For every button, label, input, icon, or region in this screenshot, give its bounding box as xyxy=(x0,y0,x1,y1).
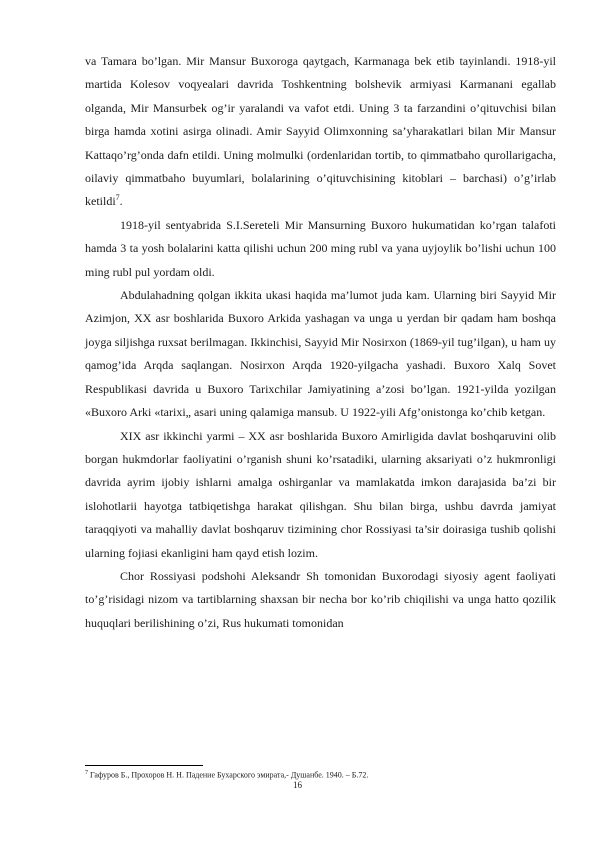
paragraph-5: Chor Rossiyasi podshohi Aleksandr Sh tomonidan Buxorodagi siyosiy agent faoliyati to’g’risidagi nizom va tartiblarning shaxsan bir necha bor ko’rib chiqilishi va unga hatto qozilik huquqlari berilishining o’zi, Rus hukumati tomonidan xyxy=(85,568,556,630)
footnote xyxy=(85,768,556,781)
paragraph-4: XIX asr ikkinchi yarmi – XX asr boshlarida Buxoro Amirligida davlat boshqaruvini olib borgan hukmdorlar faoliyatini o’rganish shuni ko’rsatadiki, ularning aksariyati o’z hukmronligi davrida ayrim ijobiy ishlarni amalga oshirganlar va mamlakatda imkon darajasida ba’zi bir islohotlarii hayotga tatbiqetishga harakat qilishgan. Shu bilan birga, ushbu davrda jamiyat taraqqiyoti va mahalliy davlat boshqaruv tizimining chor Rossiyasi ta’sir doirasiga tushib qolishi ularning fojiasi ekanligini ham qayd etish lozim. xyxy=(85,428,556,560)
footnote-text: Гафуров Б., Прохоров Н. Н. Падение Бухарского эмирата,- Душанбе. 1940. – Б.72. xyxy=(88,770,369,780)
footnote-divider xyxy=(85,765,203,766)
paragraph-3: Abdulahadning qolgan ikkita ukasi haqida ma’lumot juda kam. Ularning biri Sayyid Mir Azimjon, XX asr boshlarida Buxoro Arkida yashagan va unga u yerdan bir qadam ham boshqa joyga siljishga ruxsat berilmagan. Ikkinchisi, Sayyid Mir Nosirxon (1869-yil tug’ilgan), u ham uy qamog’ida Arqda saqlangan. Nosirxon Arqda 1920-yilgacha yashadi. Buxoro Xalq Sovet Respublikasi davrida u Buxoro Tarixchilar Jamiyatining a’zosi bo’lgan. 1921-yilda yozilgan «Buxoro Arki «tarixi„ asari uning qalamiga mansub. U 1922-yili Afg’onistonga ko’chib ketgan. xyxy=(85,288,556,420)
document-body xyxy=(85,50,556,635)
paragraph-1-end: . xyxy=(119,194,123,209)
footnote-number: 7 xyxy=(85,770,88,776)
paragraph-1-text: va Tamara bo’lgan. Mir Mansur Buxoroga qaytgach, Karmanaga bek etib tayinlandi. 1918-yil martida Kolesov voqyealari davrida Toshkentning bolshevik armiyasi Karmanani egallab olganda, Mir Mansurbek og’ir yaralandi va vafot etdi. Uning 3 ta farzandini o’qituvchisi bilan birga hamda xotini asirga olinadi. Amir Sayyid Olimxonning sa’yharakatlari bilan Mir Mansur Kattaqo’rg’onda dafn etildi. Uning molmulki (ordenlaridan tortib, to qimmatbaho qurollarigacha, oilaviy qimmatbaho buyumlari, bolalarining o’qituvchisining kitoblari – barchasi) o’g’irlab ketildi xyxy=(85,54,556,209)
footnote-reference[interactable]: 7 xyxy=(115,193,120,203)
paragraph-2: 1918-yil sentyabrida S.I.Sereteli Mir Mansurning Buxoro hukumatidan ko’rgan talafoti hamda 3 ta yosh bolalarini katta qilishi uchun 200 ming rubl va yana uyjoylik bo’lishi uchun 100 ming rubl pul yordam oldi. xyxy=(85,217,556,279)
page-number: 16 xyxy=(293,780,302,790)
paragraph-1 xyxy=(85,50,556,214)
